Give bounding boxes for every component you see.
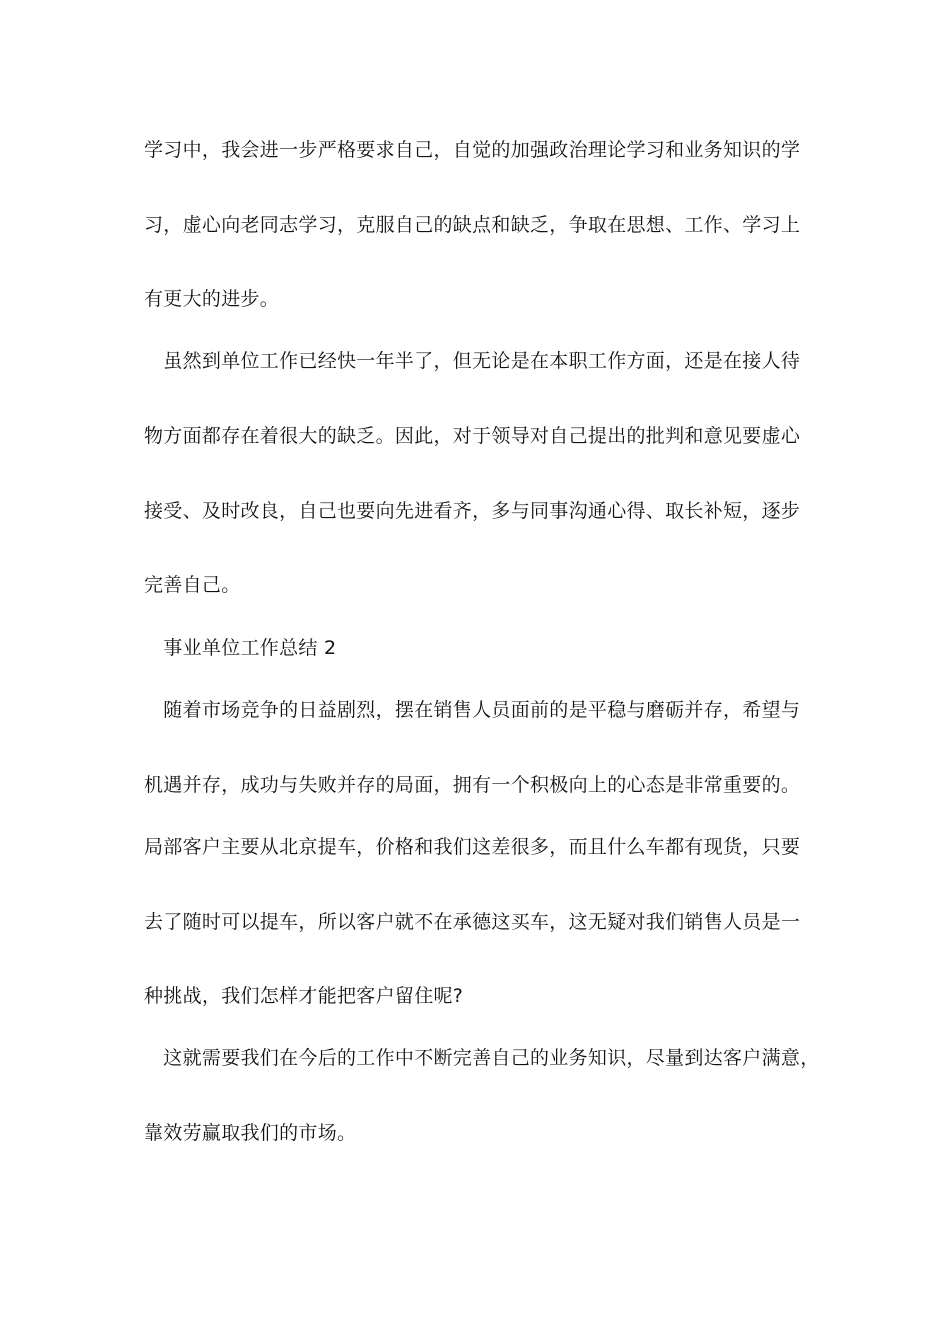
text-line: 有更大的进步。 [144, 288, 280, 310]
text-line: 机遇并存，成功与失败并存的局面，拥有一个积极向上的心态是非常重要的。 [144, 774, 801, 796]
text-line: 去了随时可以提车，所以客户就不在承德这买车，这无疑对我们销售人员是一 [144, 911, 801, 933]
text-line: 虽然到单位工作已经快一年半了，但无论是在本职工作方面，还是在接人待 [144, 350, 801, 372]
text-line: 种挑战，我们怎样才能把客户留住呢? [144, 985, 464, 1007]
text-line: 靠效劳赢取我们的市场。 [144, 1122, 357, 1144]
text-line: 局部客户主要从北京提车，价格和我们这差很多，而且什么车都有现货，只要 [144, 836, 801, 858]
text-line: 完善自己。 [144, 574, 241, 596]
text-line: 学习中，我会进一步严格要求自己，自觉的加强政治理论学习和业务知识的学 [144, 139, 801, 161]
text-line: 物方面都存在着很大的缺乏。因此，对于领导对自己提出的批判和意见要虚心 [144, 425, 801, 447]
text-line: 接受、及时改良，自己也要向先进看齐，多与同事沟通心得、取长补短，逐步 [144, 500, 801, 522]
text-line: 习，虚心向老同志学习，克服自己的缺点和缺乏，争取在思想、工作、学习上 [144, 214, 801, 236]
section-heading: 事业单位工作总结 2 [144, 637, 337, 659]
text-line: 随着市场竞争的日益剧烈，摆在销售人员面前的是平稳与磨砺并存，希望与 [144, 699, 801, 721]
text-line: 这就需要我们在今后的工作中不断完善自己的业务知识，尽量到达客户满意， [144, 1047, 820, 1069]
